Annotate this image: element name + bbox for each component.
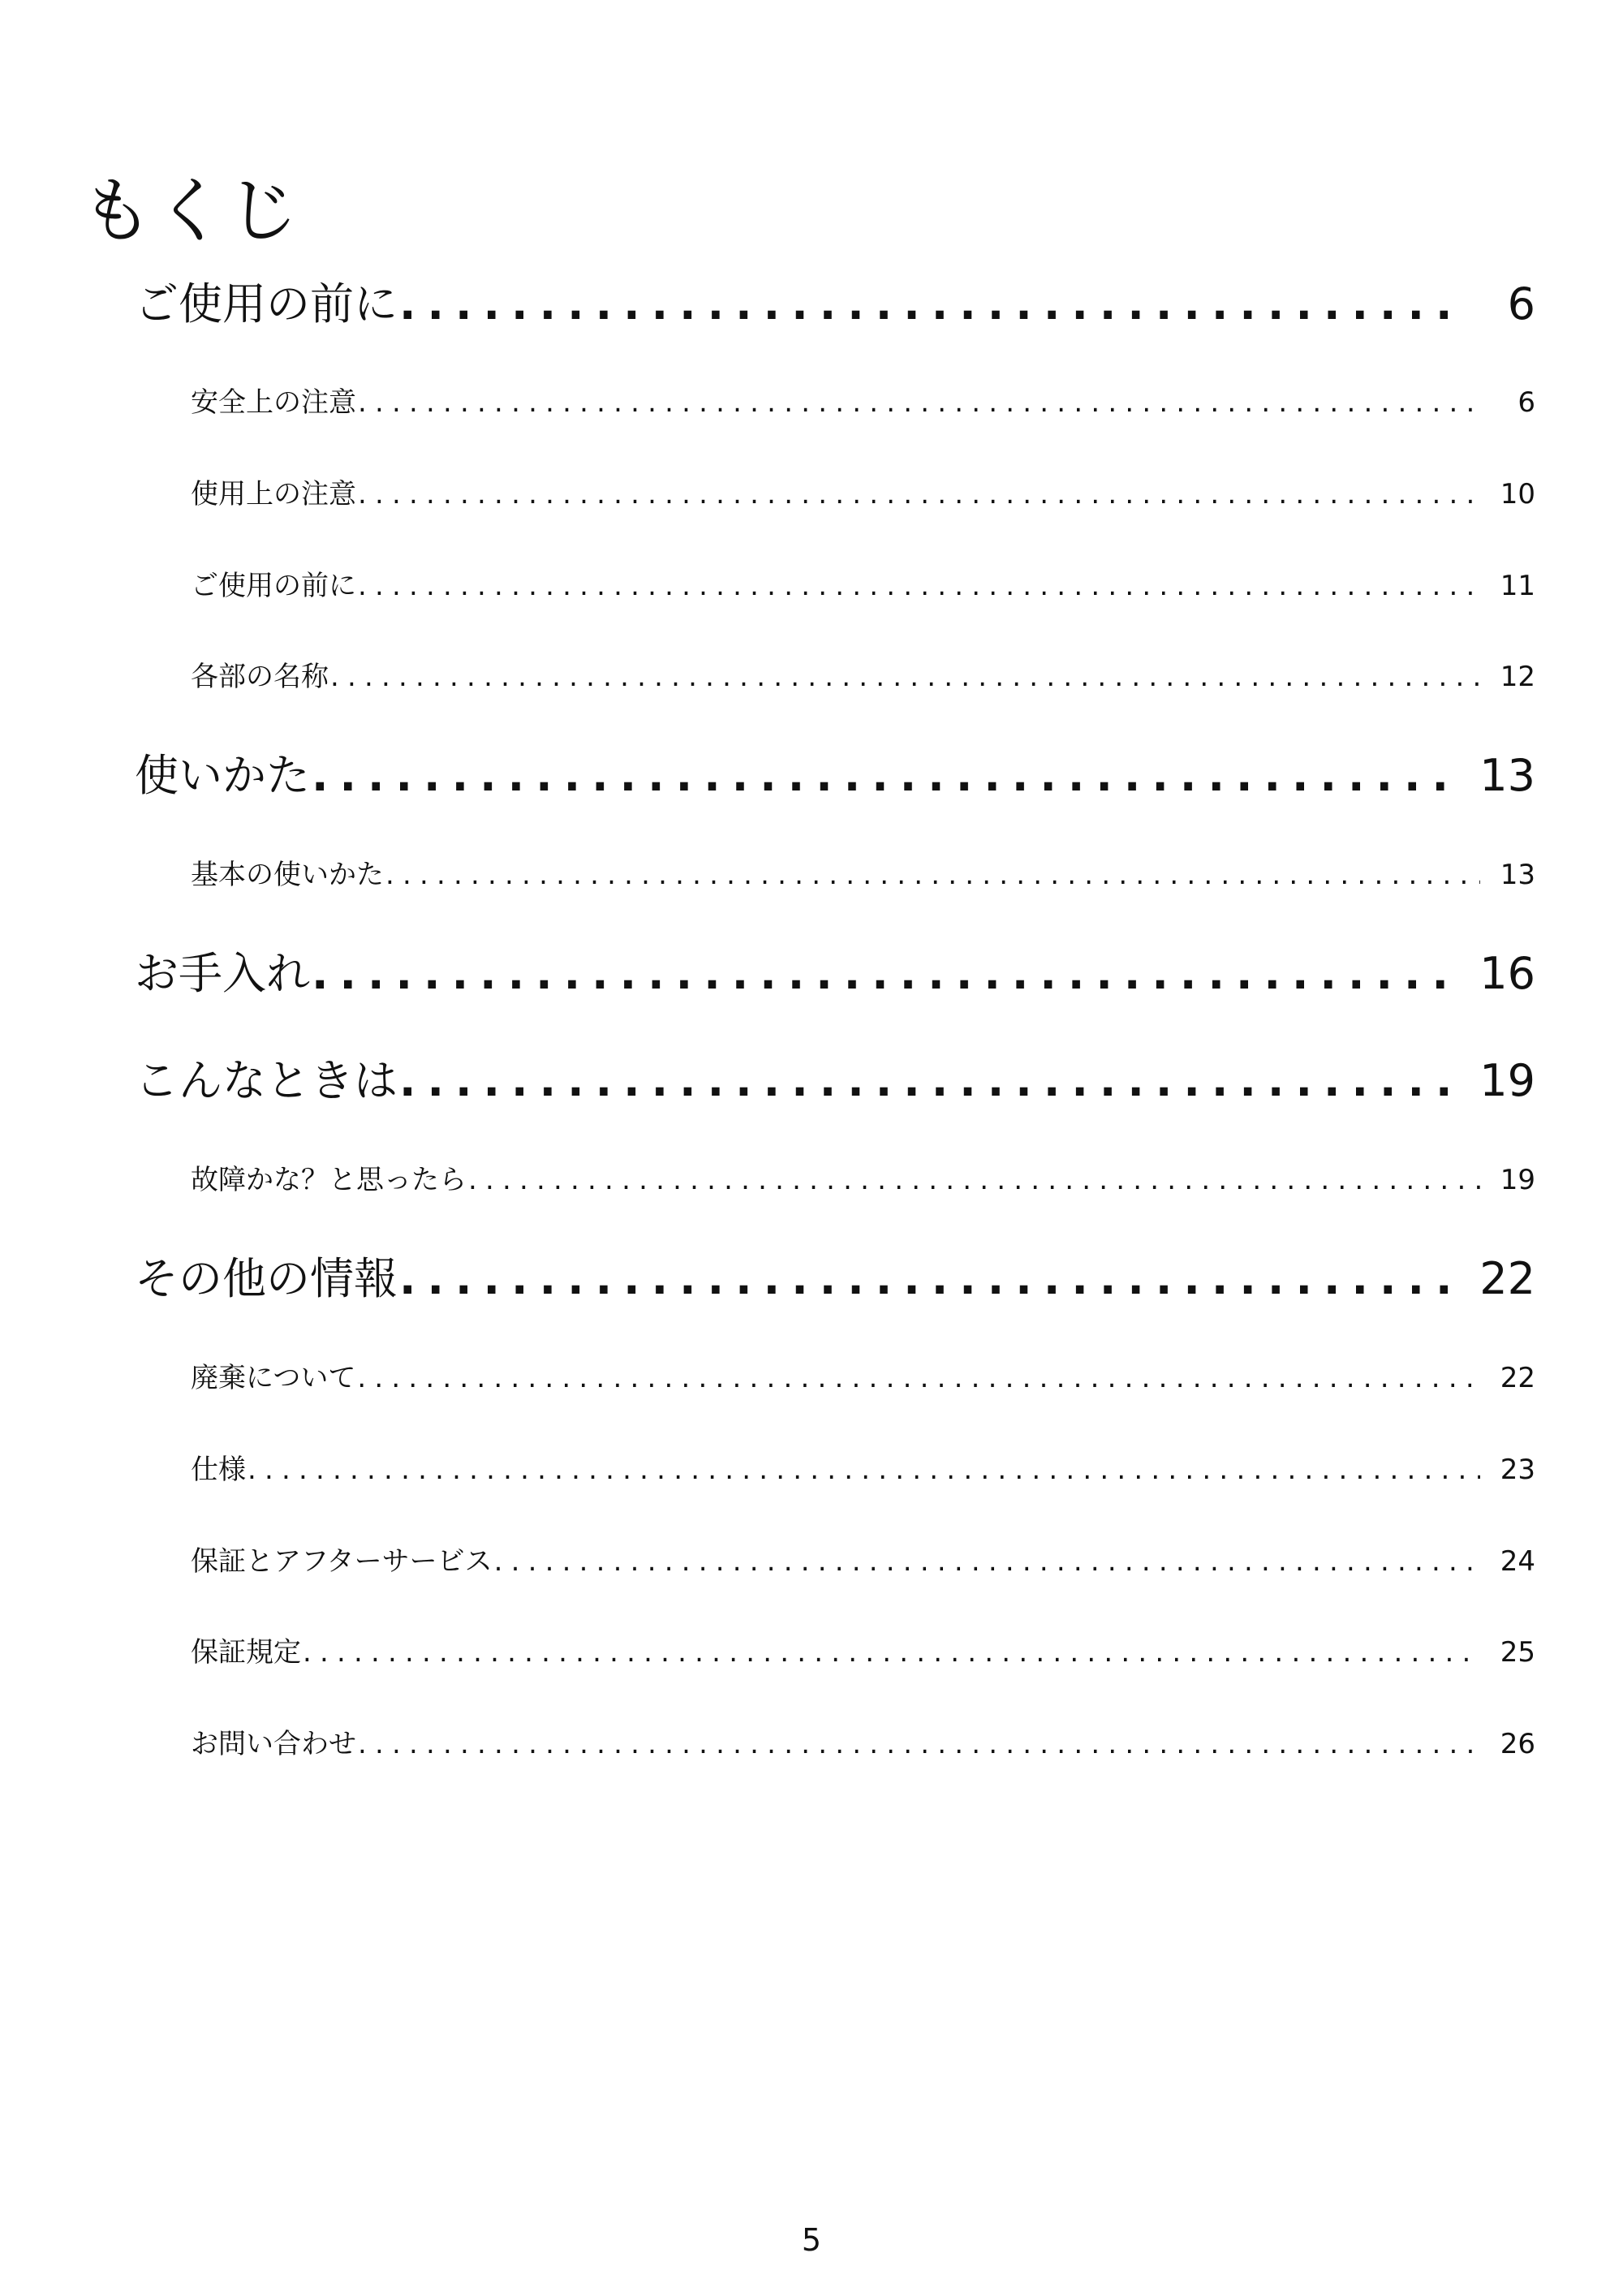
toc-entry-before-use[interactable] bbox=[191, 563, 1535, 609]
toc-page-number: 10 bbox=[1500, 478, 1535, 510]
toc-page-number: 19 bbox=[1500, 1164, 1535, 1196]
toc-entry-basic-usage[interactable] bbox=[191, 852, 1535, 898]
toc-dot-leader bbox=[468, 1157, 1480, 1203]
toc-section-other-info[interactable] bbox=[135, 1247, 1535, 1312]
toc-dot-leader bbox=[399, 1247, 1456, 1312]
toc-dot-leader bbox=[385, 852, 1480, 898]
toc-dot-leader bbox=[248, 1447, 1480, 1493]
toc-page-number: 6 bbox=[1507, 278, 1535, 330]
toc-dot-leader bbox=[358, 1721, 1480, 1767]
toc-page-number: 22 bbox=[1500, 1362, 1535, 1394]
toc-page-number: 26 bbox=[1500, 1728, 1535, 1760]
toc-dot-leader bbox=[399, 272, 1456, 337]
toc-page-number: 13 bbox=[1500, 859, 1535, 891]
toc-page-number: 12 bbox=[1500, 661, 1535, 693]
toc-page-number: 24 bbox=[1500, 1545, 1535, 1578]
toc-entry-title: 故障かな？と思ったら bbox=[191, 1164, 467, 1196]
toc-entry-usage-precautions[interactable] bbox=[191, 472, 1535, 517]
toc-page-number: 23 bbox=[1500, 1454, 1535, 1486]
page-title: もくじ bbox=[81, 169, 301, 252]
toc-entry-title: お問い合わせ bbox=[191, 1728, 356, 1760]
toc-page-number: 13 bbox=[1479, 750, 1535, 801]
toc-entry-specifications[interactable] bbox=[191, 1447, 1535, 1493]
toc-entry-safety-precautions[interactable] bbox=[191, 380, 1535, 425]
toc-entry-title: 基本の使いかた bbox=[191, 859, 384, 891]
toc-page-number: 11 bbox=[1500, 570, 1535, 602]
toc-dot-leader bbox=[312, 743, 1456, 808]
toc-entry-title: 各部の名称 bbox=[191, 661, 329, 693]
toc-section-troubleshooting[interactable] bbox=[135, 1049, 1535, 1114]
toc-entry-title: 仕様 bbox=[191, 1454, 246, 1486]
page-number: 5 bbox=[801, 2222, 822, 2258]
toc-entry-title: 使用上の注意 bbox=[191, 478, 356, 510]
toc-dot-leader bbox=[358, 563, 1480, 609]
toc-entry-part-names[interactable] bbox=[191, 654, 1535, 700]
toc-dot-leader bbox=[357, 1355, 1480, 1401]
toc-dot-leader bbox=[358, 380, 1480, 425]
toc-dot-leader bbox=[303, 1630, 1480, 1675]
toc-entry-title: 保証とアフターサービス bbox=[191, 1545, 493, 1578]
toc-entry-warranty-terms[interactable] bbox=[191, 1630, 1535, 1675]
toc-entry-title: 保証規定 bbox=[191, 1636, 301, 1669]
toc-dot-leader bbox=[312, 941, 1456, 1006]
toc-entry-contact[interactable] bbox=[191, 1721, 1535, 1767]
toc-dot-leader bbox=[330, 654, 1480, 700]
toc-entry-title: ご使用の前に bbox=[135, 278, 398, 330]
toc-dot-leader bbox=[358, 472, 1480, 517]
toc-entry-title: お手入れ bbox=[135, 948, 310, 999]
toc-entry-title: 安全上の注意 bbox=[191, 386, 356, 419]
toc-section-maintenance[interactable] bbox=[135, 941, 1535, 1006]
toc-dot-leader bbox=[399, 1049, 1456, 1114]
toc-entry-title: 廃棄について bbox=[191, 1362, 356, 1394]
toc-entry-malfunction[interactable] bbox=[191, 1157, 1535, 1203]
toc-dot-leader bbox=[494, 1539, 1480, 1584]
toc-page-number: 6 bbox=[1518, 386, 1535, 419]
toc-section-how-to-use[interactable] bbox=[135, 743, 1535, 808]
toc-page-number: 25 bbox=[1500, 1636, 1535, 1669]
toc-section-before-use[interactable] bbox=[135, 272, 1535, 337]
toc-entry-title: その他の情報 bbox=[135, 1253, 398, 1304]
toc-page-number: 16 bbox=[1479, 948, 1535, 999]
toc-entry-title: 使いかた bbox=[135, 750, 310, 801]
toc-entry-warranty-service[interactable] bbox=[191, 1539, 1535, 1584]
toc-entry-disposal[interactable] bbox=[191, 1355, 1535, 1401]
toc-entry-title: こんなときは bbox=[135, 1055, 398, 1106]
toc-entry-title: ご使用の前に bbox=[191, 570, 356, 602]
toc-page-number: 22 bbox=[1479, 1253, 1535, 1304]
toc-page-number: 19 bbox=[1479, 1055, 1535, 1106]
